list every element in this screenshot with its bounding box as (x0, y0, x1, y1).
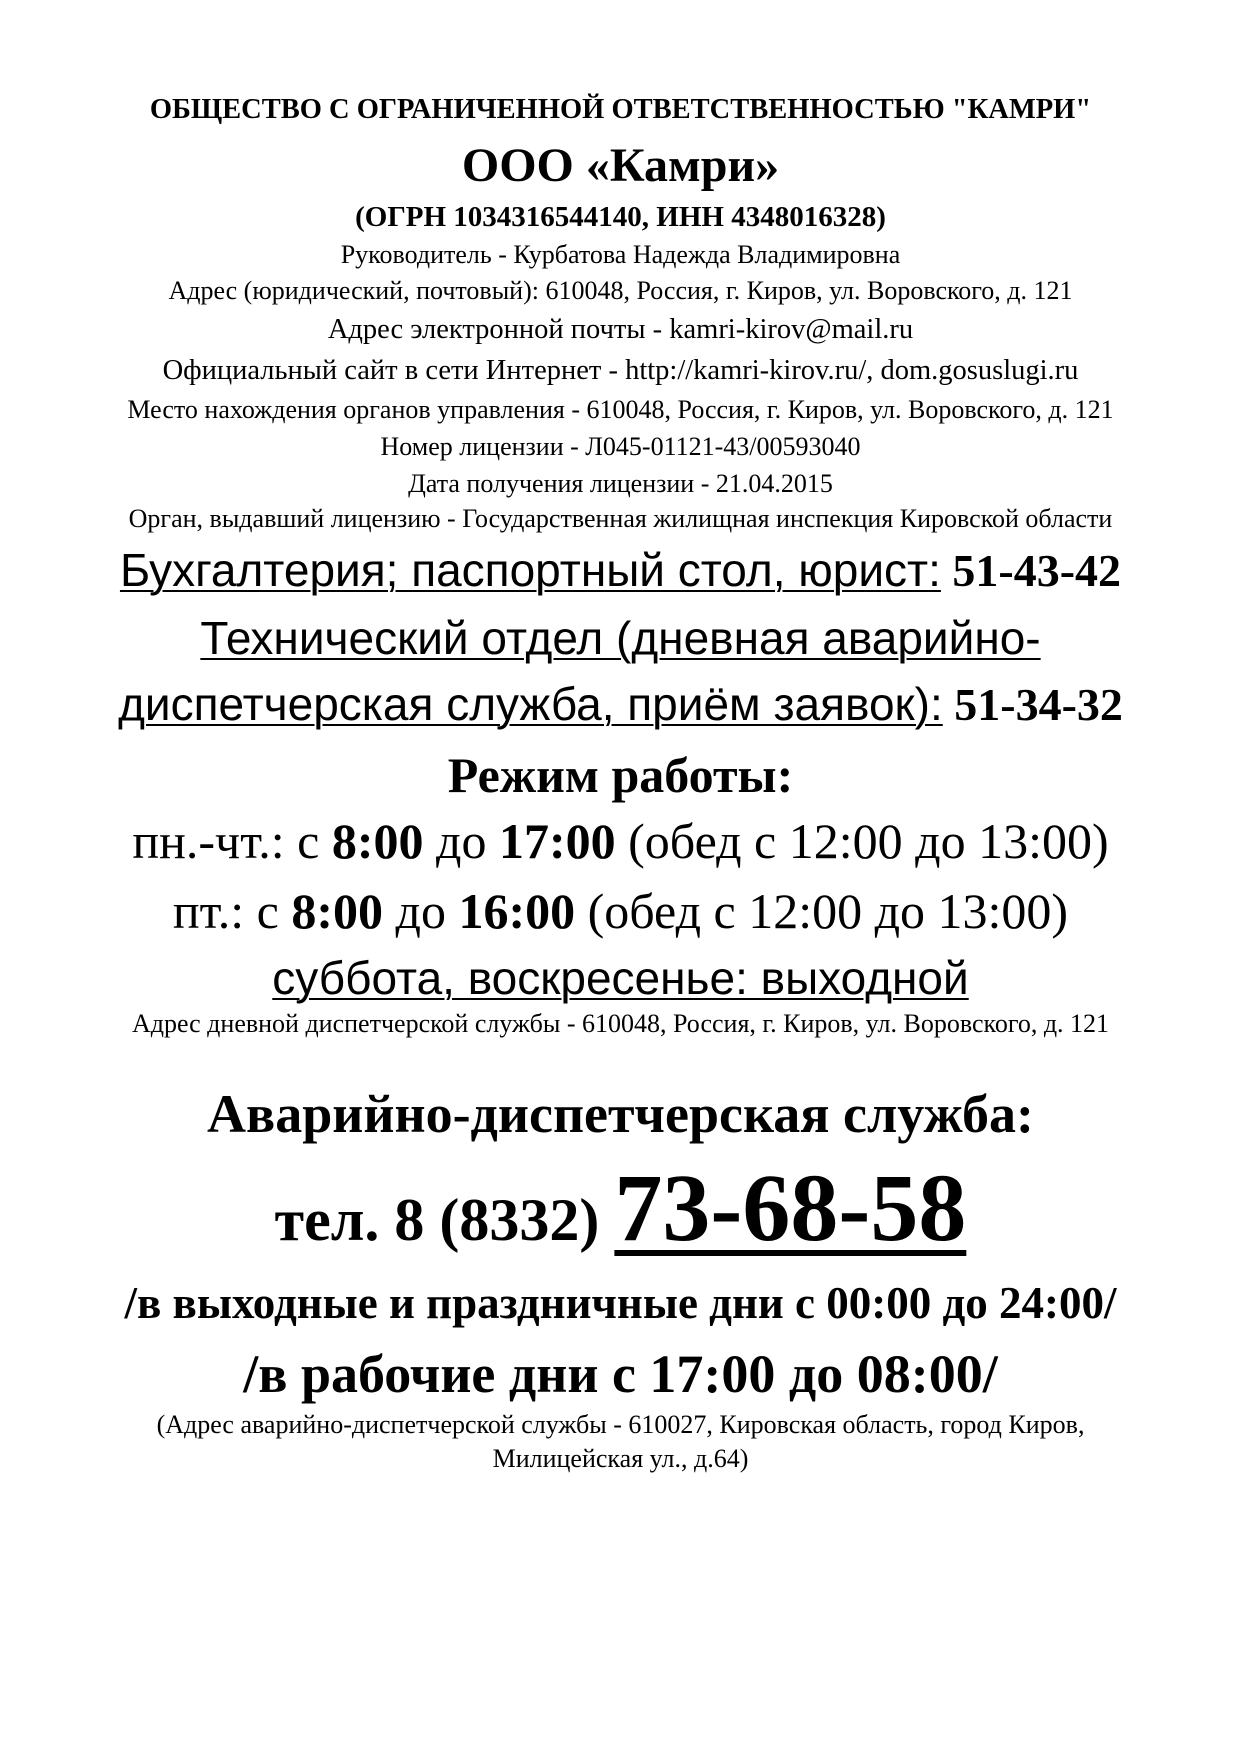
emergency-address-line1: (Адрес аварийно-диспетчерской службы - 610027, Кировская область, город Киров, (156, 1410, 1085, 1439)
mon-thu-start: 8:00 (331, 813, 424, 869)
emergency-address-line2: Милицейская ул., д.64) (492, 1444, 749, 1473)
day-dispatch-address: Адрес дневной диспетчерской службы - 610048, Россия, г. Киров, ул. Воровского, д. 121 (131, 1009, 1110, 1038)
mon-thu-end: 17:00 (498, 813, 616, 869)
company-short-name: ООО «Камри» (461, 139, 780, 192)
schedule-fri (0, 883, 1241, 939)
email-address: Адрес электронной почты - kamri-kirov@mail.ru (327, 314, 914, 345)
company-full-name: ОБЩЕСТВО С ОГРАНИЧЕННОЙ ОТВЕТСТВЕННОСТЬЮ "КАМРИ" (149, 94, 1092, 125)
schedule-mon-thu (0, 813, 1241, 869)
weekend-text: суббота, воскресенье: выходной (272, 952, 969, 1004)
management-location: Место нахождения органов управления - 610048, Россия, г. Киров, ул. Воровского, д. 121 (127, 395, 1114, 424)
tech-label-line1: Технический отдел (дневная аварийно- (200, 612, 1041, 664)
emergency-phone-prefix: тел. 8 (8332) (274, 1187, 615, 1253)
accounting-contact (0, 544, 1241, 596)
mon-thu-to: до (423, 813, 499, 869)
mon-thu-lunch: (обед с 12:00 до 13:00) (615, 813, 1109, 869)
fri-end: 16:00 (458, 883, 576, 939)
tech-contact-line2 (0, 678, 1241, 730)
license-issuer: Орган, выдавший лицензию - Государственная жилищная инспекция Кировской области (128, 504, 1113, 533)
license-number: Номер лицензии - Л045-01121-43/00593040 (380, 432, 861, 461)
director: Руководитель - Курбатова Надежда Владимировна (340, 240, 901, 269)
tech-phone: 51-34-32 (954, 679, 1123, 730)
emergency-title: Аварийно-диспетчерская служба: (207, 1084, 1034, 1144)
ogrn-inn: (ОГРН 1034316544140, ИНН 4348016328) (355, 201, 886, 233)
tech-contact-line1 (0, 612, 1241, 664)
emergency-holidays: /в выходные и праздничные дни с 00:00 до 24:00/ (124, 1278, 1117, 1328)
fri-to: до (383, 883, 459, 939)
fri-lunch: (обед с 12:00 до 13:00) (575, 883, 1069, 939)
website: Официальный сайт в сети Интернет - http://kamri-kirov.ru/, dom.gosuslugi.ru (162, 355, 1079, 386)
fri-start: 8:00 (291, 883, 383, 939)
accounting-label: Бухгалтерия; паспортный стол, юрист: (119, 544, 941, 596)
schedule-weekend (0, 952, 1241, 1004)
tech-label-line2: диспетчерская служба, приём заявок): (118, 678, 943, 730)
fri-days: пт.: с (172, 883, 292, 939)
legal-address: Адрес (юридический, почтовый): 610048, Россия, г. Киров, ул. Воровского, д. 121 (168, 276, 1073, 305)
schedule-title: Режим работы: (447, 747, 794, 803)
license-date: Дата получения лицензии - 21.04.2015 (408, 469, 833, 498)
emergency-phone-number: 73-68-58 (614, 1154, 967, 1261)
emergency-workdays: /в рабочие дни с 17:00 до 08:00/ (243, 1344, 998, 1404)
accounting-phone: 51-43-42 (952, 545, 1122, 596)
mon-thu-days: пн.-чт.: с (132, 813, 332, 869)
emergency-phone (0, 1154, 1241, 1261)
